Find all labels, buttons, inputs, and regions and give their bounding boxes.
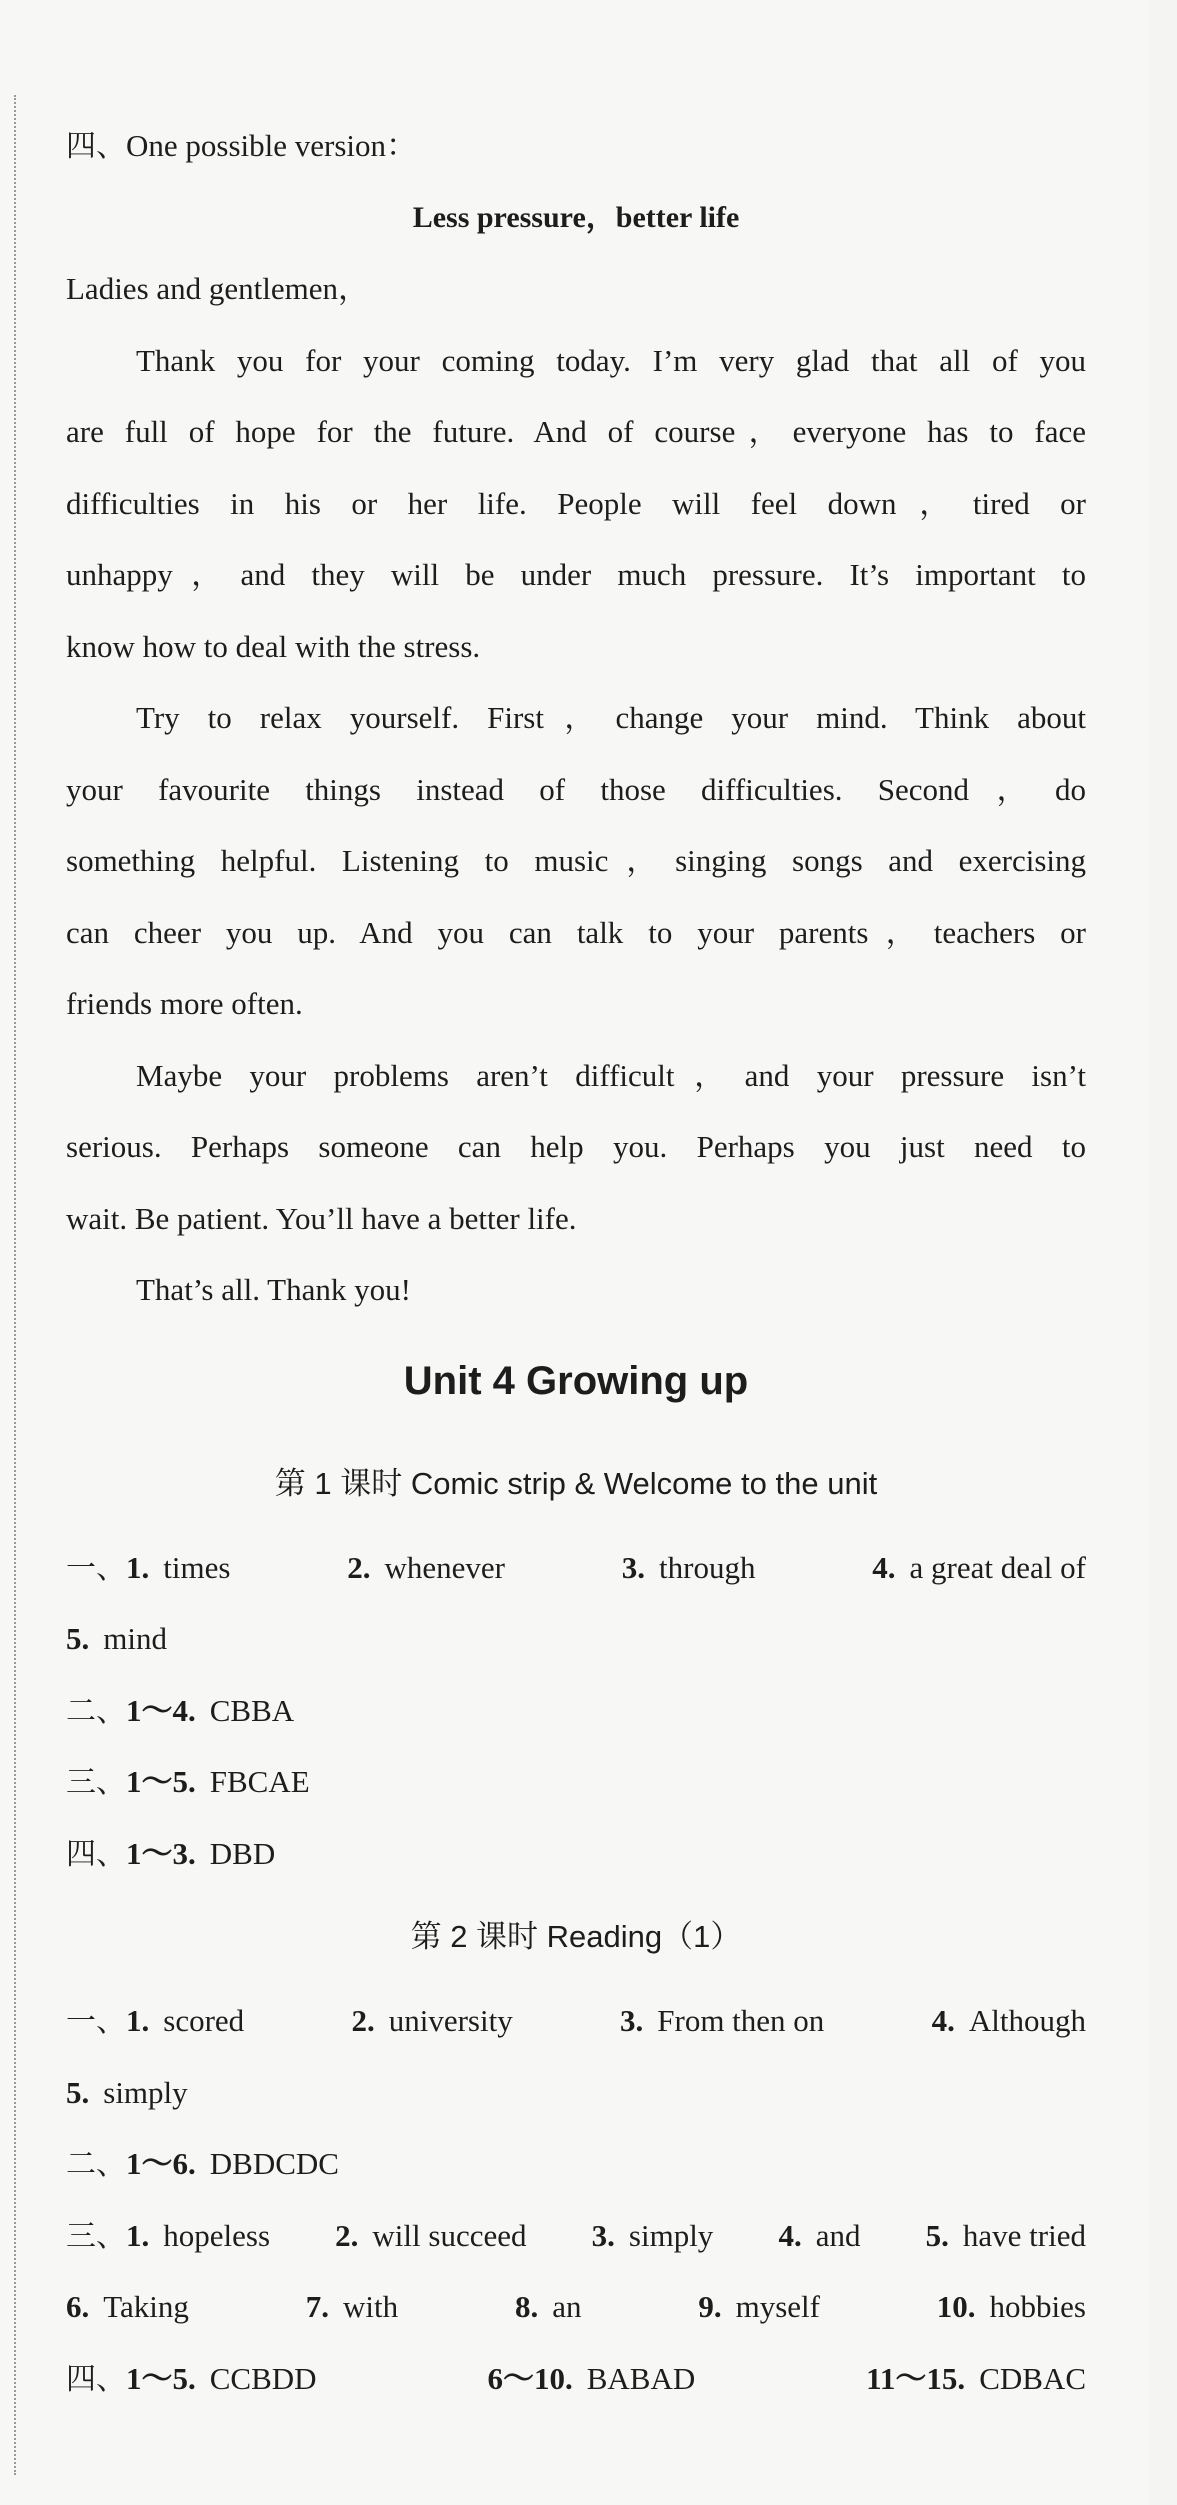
- answer-item: [926, 2200, 1086, 2272]
- answer-number: 3.: [621, 1549, 646, 1585]
- answer-text: FBCAE: [209, 1764, 310, 1799]
- answer-number: 5.: [925, 2217, 949, 2253]
- answer-text: From then on: [657, 2003, 825, 2038]
- answer-text: Although: [968, 2003, 1086, 2038]
- answer-text: university: [388, 2003, 513, 2038]
- answer-text: mind: [103, 1621, 167, 1656]
- answer-number: 4.: [778, 2217, 802, 2253]
- answer-item: [592, 2200, 714, 2272]
- answer-text: simply: [103, 2074, 188, 2110]
- answer-text: CDBAC: [979, 2360, 1086, 2396]
- answer-text: a great deal of: [909, 1549, 1086, 1585]
- answer-item: [66, 1693, 294, 1728]
- essay-line: your favourite things instead of those difficulties. Second，do: [66, 771, 1086, 807]
- answer-number: 2.: [351, 2003, 375, 2038]
- section-marker: 四、: [66, 1836, 126, 1872]
- answer-number: 2.: [347, 1549, 371, 1585]
- lesson-2-title: 第 2 课时 Reading（1）: [410, 1919, 742, 1954]
- answer-row: [66, 1532, 1086, 1604]
- answer-item: [778, 2200, 860, 2272]
- answer-text: simply: [628, 2217, 714, 2253]
- section-marker: 一、: [66, 1550, 126, 1586]
- answer-text: times: [163, 1549, 231, 1585]
- answer-number: 7.: [305, 2289, 329, 2324]
- answer-text: CBBA: [209, 1692, 295, 1728]
- answer-item: [335, 2200, 526, 2272]
- answer-text: with: [343, 2289, 399, 2324]
- section-marker: 三、: [66, 1765, 126, 1800]
- essay-line: wait. Be patient. You’ll have a better life.: [66, 1200, 577, 1236]
- answer-row: [66, 1746, 1086, 1818]
- essay-line: unhappy，and they will be under much pressure. It’s important to: [66, 557, 1086, 592]
- answer-number: 6.: [66, 2289, 90, 2324]
- answer-item: [66, 2343, 317, 2415]
- answer-row: [66, 1603, 1086, 1675]
- answer-item: [66, 1532, 230, 1604]
- lesson-1-answers: [66, 1532, 1086, 1890]
- answer-item: [872, 1532, 1086, 1604]
- answer-row: [66, 2343, 1086, 2415]
- answer-text: CCBDD: [209, 2360, 317, 2396]
- answer-item: [66, 1621, 167, 1656]
- section-marker: 二、: [66, 1693, 126, 1729]
- lesson-1-title: 第 1 课时 Comic strip & Welcome to the unit: [274, 1465, 878, 1501]
- answer-text: whenever: [384, 1549, 505, 1585]
- answer-row: [66, 2271, 1086, 2343]
- answer-number: 1.: [126, 2217, 150, 2253]
- answer-text: will succeed: [372, 2217, 527, 2253]
- answer-text: DBD: [209, 1835, 276, 1871]
- answer-row: [66, 2057, 1086, 2129]
- answer-text: hopeless: [163, 2217, 271, 2253]
- answer-number: 1～6.: [126, 2146, 196, 2181]
- answer-text: an: [552, 2289, 582, 2324]
- answer-number: 5.: [66, 2074, 90, 2110]
- answer-item: [932, 1985, 1086, 2057]
- answer-number: 3.: [620, 2003, 644, 2038]
- answer-item: [66, 2075, 188, 2110]
- answer-item: [487, 2343, 695, 2415]
- answer-text: through: [659, 1549, 756, 1585]
- answer-number: 1～5.: [126, 1764, 196, 1799]
- answer-item: [66, 2200, 270, 2272]
- answer-item: [351, 1985, 512, 2057]
- answer-text: DBDCDC: [209, 2146, 339, 2181]
- essay-line: serious. Perhaps someone can help you. Perhaps you just need to: [66, 1129, 1086, 1164]
- essay-line: can cheer you up. And you can talk to your parents，teachers or: [66, 914, 1086, 950]
- binding-dotted-line: [14, 95, 16, 2475]
- answer-number: 11～15.: [866, 2360, 966, 2396]
- essay-line: Maybe your problems aren’t difficult，and your pressure isn’t: [136, 1057, 1086, 1093]
- answer-number: 2.: [335, 2217, 359, 2253]
- essay-line: Thank you for your coming today. I’m very glad that all of you: [136, 342, 1086, 378]
- section-marker: 三、: [66, 2218, 126, 2254]
- answer-item: [66, 1836, 275, 1871]
- essay-line: That’s all. Thank you!: [136, 1272, 411, 1307]
- essay-salutation: Ladies and gentlemen，: [66, 271, 370, 306]
- unit-title: Unit 4 Growing up: [403, 1358, 749, 1403]
- answer-text: hobbies: [989, 2289, 1086, 2324]
- answer-text: scored: [163, 2003, 245, 2038]
- answer-item: [66, 1985, 244, 2057]
- section-marker: 一、: [66, 2004, 126, 2039]
- answer-row: [66, 1675, 1086, 1747]
- essay-line: know how to deal with the stress.: [66, 628, 481, 664]
- answer-text: myself: [735, 2289, 820, 2324]
- answer-number: 1.: [126, 2003, 150, 2038]
- answer-text: BABAD: [586, 2360, 696, 2396]
- essay-body: [66, 325, 1086, 1326]
- answer-text: Taking: [103, 2289, 189, 2324]
- essay-title: Less pressure，better life: [412, 200, 740, 234]
- answer-number: 6～10.: [487, 2360, 573, 2396]
- answer-item: [347, 1532, 505, 1604]
- answer-item: [306, 2271, 398, 2343]
- content: [66, 110, 1086, 2414]
- section-marker: 四、: [66, 2361, 126, 2397]
- section-marker: 二、: [66, 2147, 126, 2182]
- lesson-2-answers: [66, 1985, 1086, 2414]
- essay-intro-text: One possible version：: [126, 128, 418, 163]
- essay-line: difficulties in his or her life. People will feel down，tired or: [66, 485, 1086, 521]
- answer-item: [620, 1985, 824, 2057]
- answer-number: 10.: [936, 2289, 976, 2324]
- answer-item: [866, 2343, 1086, 2415]
- answer-item: [515, 2271, 582, 2343]
- answer-number: 4.: [872, 1549, 896, 1585]
- answer-number: 1～4.: [126, 1692, 196, 1728]
- answer-number: 4.: [931, 2003, 955, 2038]
- answer-item: [622, 1532, 756, 1604]
- essay-intro: [66, 110, 1086, 182]
- answer-number: 1～5.: [126, 2360, 196, 2396]
- answer-row: [66, 1818, 1086, 1890]
- essay-line: friends more often.: [66, 986, 303, 1021]
- answer-row: [66, 1985, 1086, 2057]
- section-marker: 四、: [66, 129, 126, 164]
- answer-item: [937, 2271, 1086, 2343]
- answer-number: 9.: [698, 2289, 722, 2324]
- essay-line: something helpful. Listening to music，singing songs and exercising: [66, 843, 1086, 878]
- answer-row: [66, 2128, 1086, 2200]
- answer-number: 1.: [126, 1549, 150, 1585]
- answer-row: [66, 2200, 1086, 2272]
- answer-item: [698, 2271, 820, 2343]
- answer-text: have tried: [962, 2217, 1086, 2253]
- answer-item: [66, 2271, 189, 2343]
- answer-item: [66, 1764, 310, 1799]
- essay-line: Try to relax yourself. First，change your mind. Think about: [136, 700, 1086, 735]
- answer-number: 8.: [514, 2289, 539, 2324]
- answer-text: and: [815, 2217, 861, 2253]
- answer-number: 1～3.: [126, 1835, 196, 1871]
- answer-item: [66, 2146, 339, 2181]
- answer-number: 3.: [591, 2217, 615, 2253]
- answer-number: 5.: [66, 1621, 90, 1656]
- essay-line: are full of hope for the future. And of course，everyone has to face: [66, 414, 1086, 449]
